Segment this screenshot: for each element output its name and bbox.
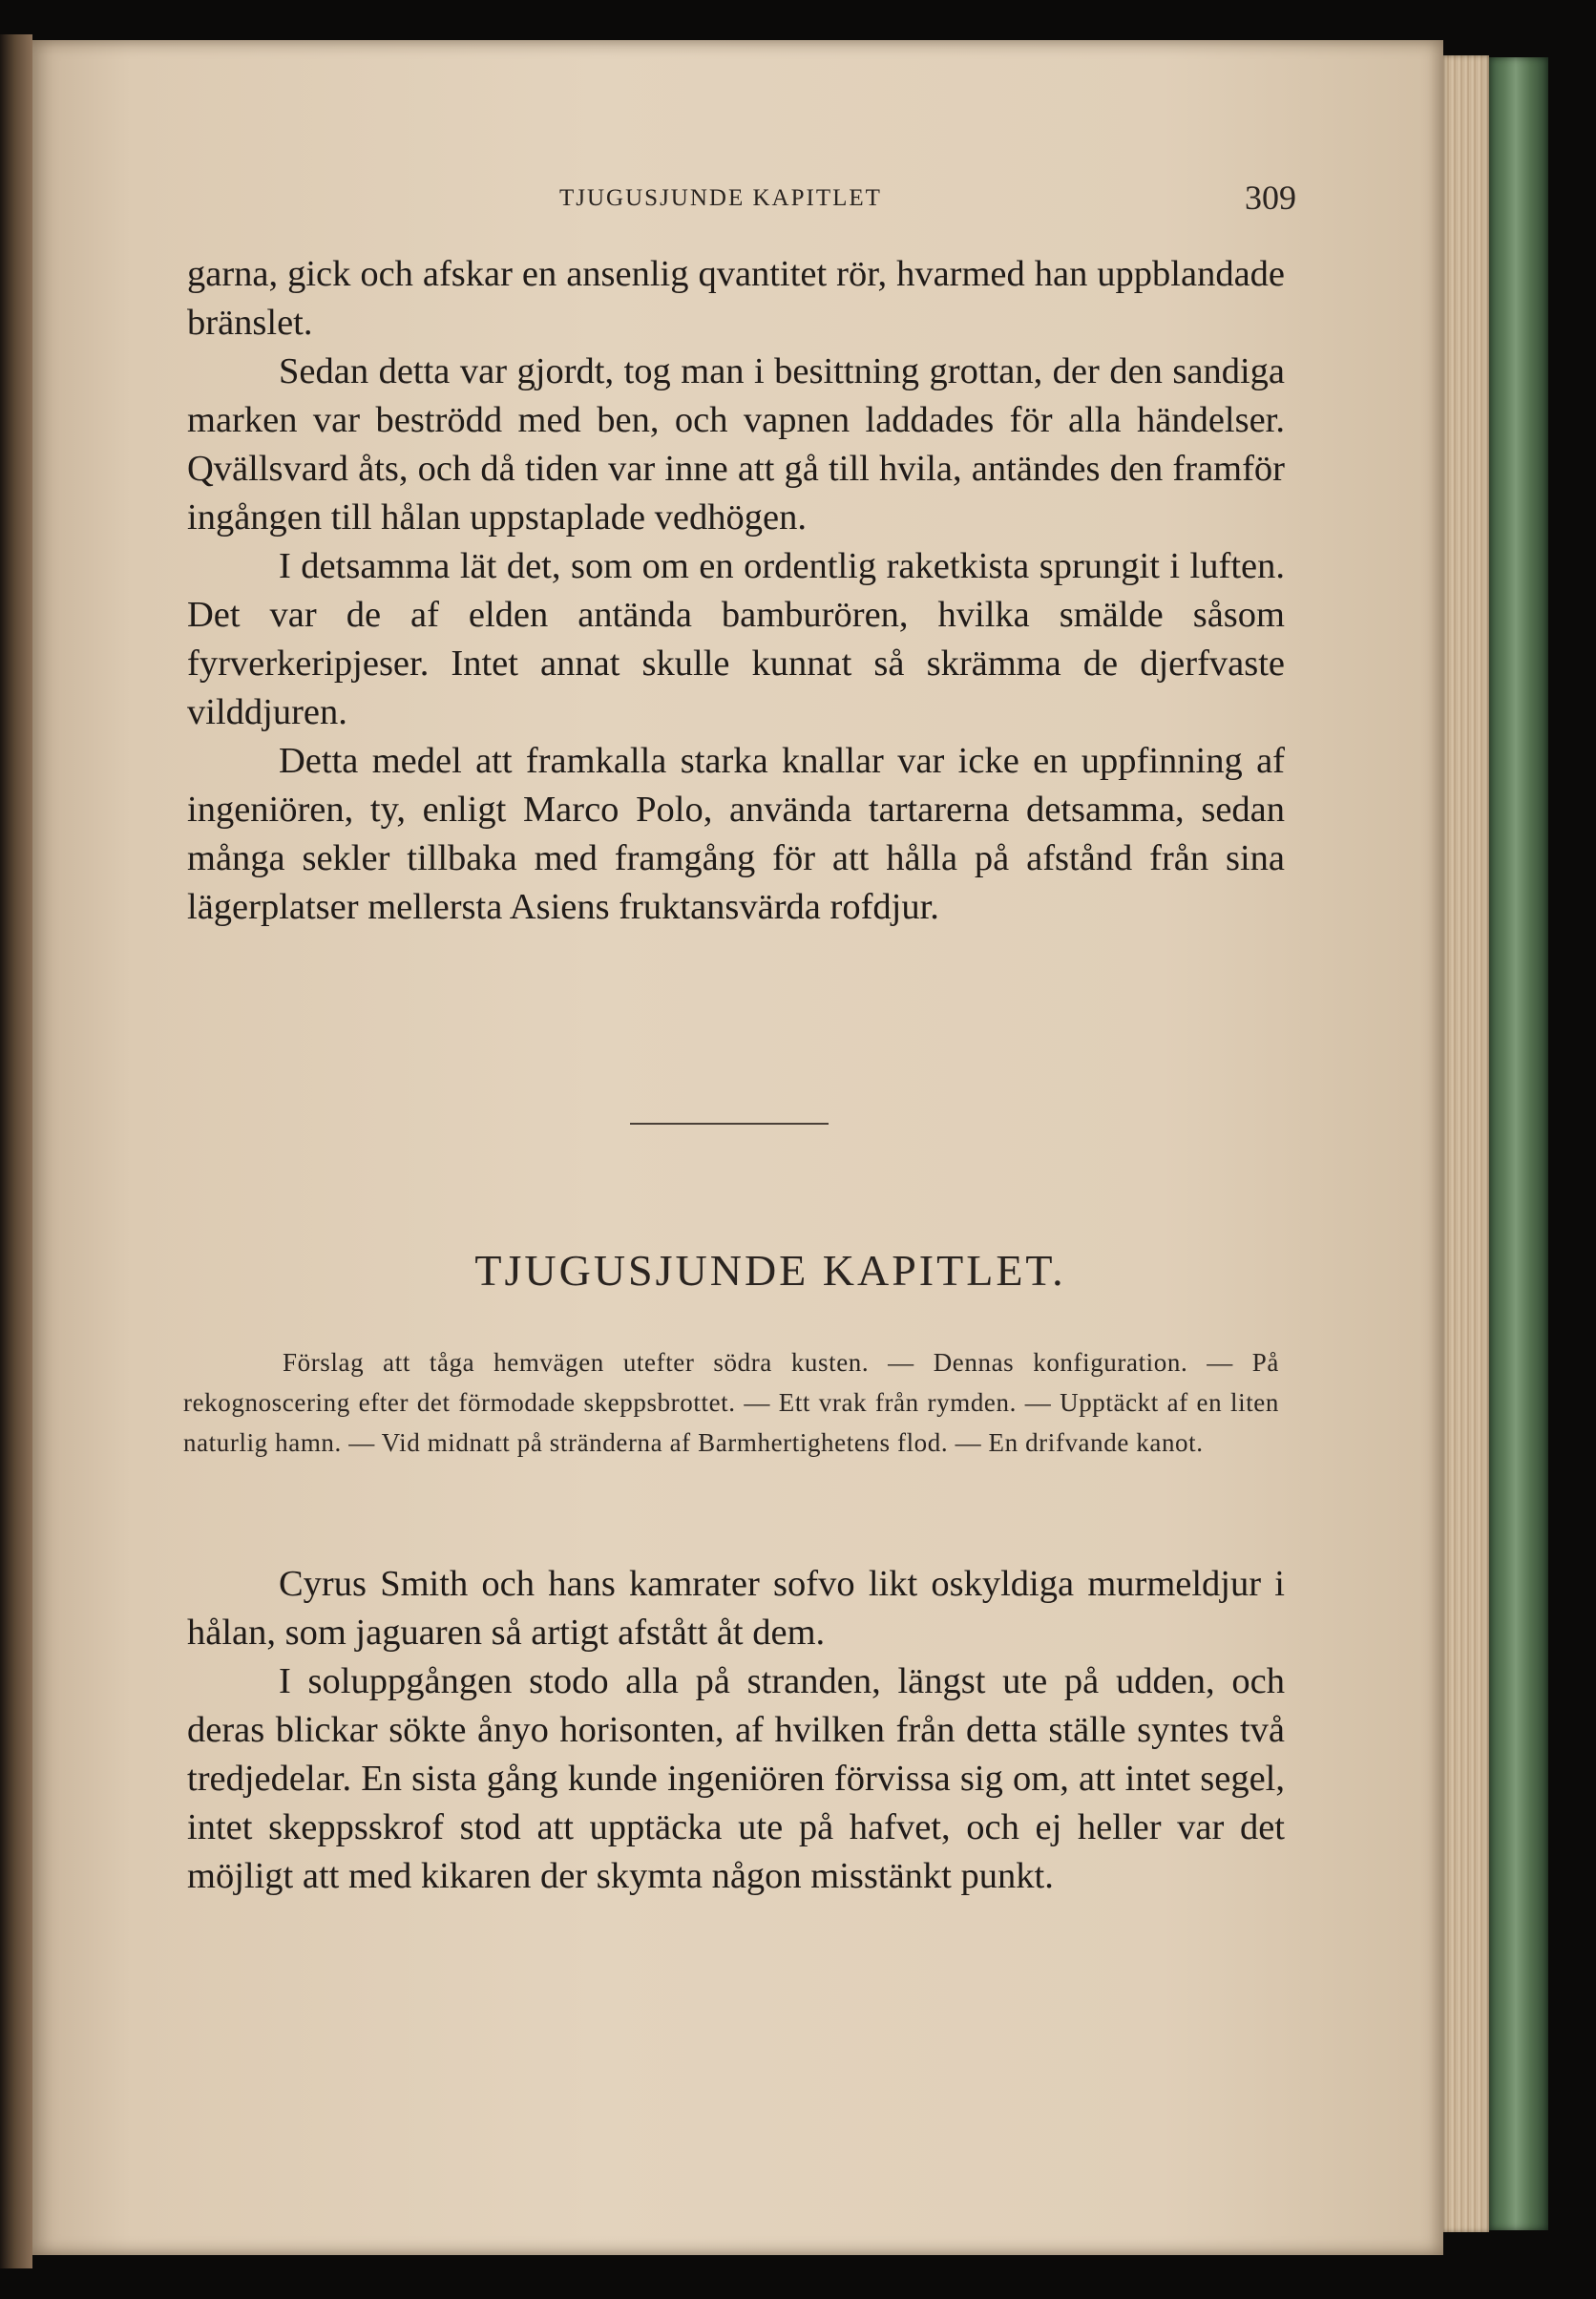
paragraph: I detsamma lät det, som om en ordentlig raketkista sprungit i luften. Det var de af elden antända bamburören, hvilka smälde såsom fyrverkeripjeser. Intet annat skulle kunnat så skrämma de djerfvaste vilddjuren.	[187, 546, 1285, 732]
book-left-edge	[0, 34, 32, 2268]
paragraph: garna, gick och afskar en ansenlig qvantitet rör, hvarmed han uppblandade bränslet.	[187, 254, 1285, 343]
paragraph: I soluppgången stodo alla på stranden, längst ute på udden, och deras blickar sökte ånyo horisonten, af hvilken från detta ställe syntes två tredjedelar. En sista gång kunde ingeniören förvissa sig om, att intet segel, intet skeppsskrof stod att upptäcka ute på hafvet, och ej heller var det möjligt att med kikaren der skymta någon misstänkt punkt.	[187, 1661, 1285, 1896]
paragraph: Detta medel att framkalla starka knallar var icke en uppfinning af ingeniören, ty, enligt Marco Polo, använda tartarerna detsamma, sedan många sekler tillbaka med framgång för att hålla på afstånd från sina lägerplatser mellersta Asiens fruktansvärda rofdjur.	[187, 741, 1285, 927]
book-spine	[1489, 57, 1548, 2230]
paragraph: Sedan detta var gjordt, tog man i besittning grottan, der den sandiga marken var beströdd med ben, och vapnen laddades för alla händelser. Qvällsvard åts, och då tiden var inne att gå till hvila, antändes den framför ingången till hålan uppstaplade vedhögen.	[187, 351, 1285, 538]
running-title: TJUGUSJUNDE KAPITLET	[559, 185, 882, 211]
body-text-top	[187, 250, 1285, 932]
chapter-title: TJUGUSJUNDE KAPITLET.	[474, 1246, 1066, 1295]
chapter-summary: Förslag att tåga hemvägen utefter södra kusten. — Dennas konfiguration. — På rekognoscering efter det förmodade skeppsbrottet. — Ett vrak från rymden. — Upptäckt af en liten naturlig hamn. — Vid midnatt på stränderna af Barmhertighetens flod. — En drifvande kanot.	[183, 1348, 1279, 1457]
body-text-bottom	[187, 1560, 1285, 1901]
section-divider	[630, 1123, 829, 1125]
paragraph: Cyrus Smith och hans kamrater sofvo likt oskyldiga murmeldjur i hålan, som jaguaren så artigt afstått åt dem.	[187, 1564, 1285, 1653]
page-stack-edge	[1443, 55, 1489, 2232]
page-number: 309	[1245, 179, 1296, 217]
running-header	[189, 181, 1296, 220]
book-page	[32, 40, 1443, 2255]
